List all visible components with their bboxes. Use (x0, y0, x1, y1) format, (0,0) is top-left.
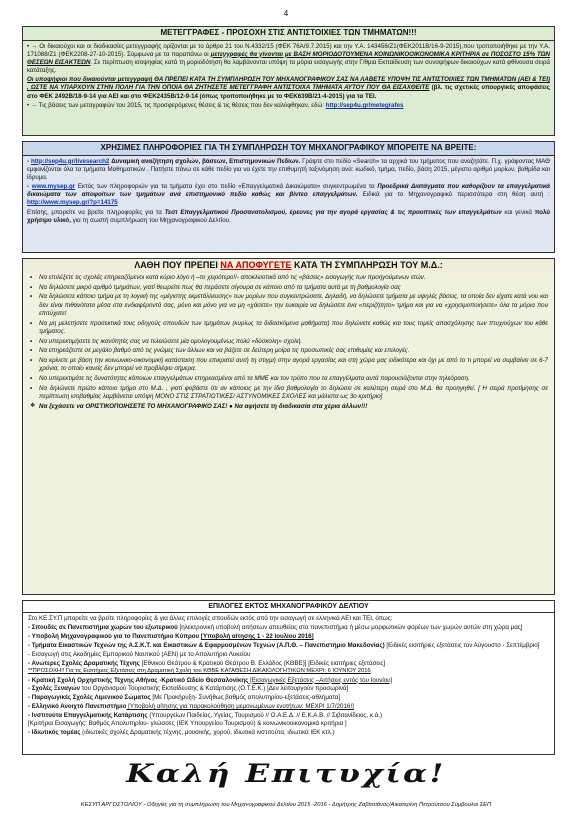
list-item: • Να μη μελετήσετε προσεκτικά τους οδηγούς σπουδών των τμημάτων (κυρίως τα διδασκόμενα μαθήματα) που δηλώνετε καθώς και τους τομείς απασχόλησης των πτυχιούχων του κάθε τμήματος. (29, 320, 548, 336)
list-item: • Να δηλώνετε πρώτο κάποιο τμήμα στο Μ.Δ. , γιατί φοβάστε ότι αν κάποιος με την ίδια βαθμολογία το δηλώσει σε καλύτερη σειρά στο Μ.Δ. θα προηγηθεί. [ Η σειρά προτίμησης σε περίπτωση ισοβαθμίας λαμβάνεται υπόψη ΜΟΝΟ ΣΤΙΣ ΣΤΡΑΤΙΩΤΙΚΕΣ/ ΑΣΤΥΝΟΜΙΚΕΣ ΣΧΟΛΕΣ και μάλιστα ως 3ο κριτήριο] (29, 385, 548, 401)
transfers-title: ΜΕΤΕΓΓΡΑΦΕΣ - ΠΡΟΣΟΧΗ ΣΤΙΣ ΑΝΤΙΣΤΟΙΧΙΕΣ ΤΩΝ ΤΜΗΜΑΤΩΝ!!! (23, 27, 554, 41)
text: ΛΑΘΗ ΠΟΥ ΠΡΕΠΕΙ (134, 260, 221, 270)
text: Τεστ Επαγγελματικού Προσανατολισμού, έρευνες για την αγορά εργασίας & τις προοπτικές των επαγγελμάτων (164, 208, 502, 216)
transfers-link[interactable]: http://sep4u.gr/metegrafes (325, 101, 404, 109)
text: [ηλεκτρονική υποβολή αιτήσεων απευθείας στα πανεπιστήμια ή μέσω μορφωτικών φορέων των χωρών αυτών στη χώρα μας] (177, 624, 523, 632)
text: και γενικά (501, 208, 535, 216)
text: • → Οι δικαιούχοι και οι διαδικασίες μετεγγραφής ορίζονται με το άρθρο 21 του Ν.4332/15 (ΦΕΚ 76Α/9.7.2015) και την Υ.Α. 143456/Ζ1(ΦΕΚ2011Β/16-9-2015),που τροποποιήθηκε με την Υ.Α. 171088/Ζ1 (ΦΕΚ2208-27-10-2015). Σύμφωνα με τα παραπάνω οι (27, 42, 550, 58)
mistakes-box (22, 258, 555, 595)
text: - Υποβολή Μηχανογραφικού για το Πανεπιστήμιο Κύπρου (28, 633, 201, 641)
other-options-intro: Στο ΚΕ.ΣΥ.Π μπορείτε να βρείτε πληροφορίες & για άλλες επιλογές σπουδών εκτός από την εισαγωγή σε ελληνικά ΑΕΙ και ΤΕΙ, όπως: (28, 615, 393, 623)
text: - Ανώτερες Σχολές Δραματικής Τέχνης (28, 659, 140, 667)
list-item (28, 633, 549, 641)
text: [Ειδικές εισιτήριες εξετάσεις τον Αύγουστο - Σεπτέμβριο] (384, 641, 540, 649)
mysep-link[interactable]: www.mysep.gr (31, 183, 76, 191)
transfers-notice-box (22, 26, 555, 136)
other-options-box (22, 600, 555, 755)
text: • → Τις βάσεις των μεταγραφών του 2015, τις προσφερόμενες θέσεις & τις θέσεις που δεν καλύφθηκαν, εδώ: (27, 101, 326, 109)
text: - Σπουδές σε Πανεπιστήμια χωρών του εξωτερικού (28, 624, 178, 632)
text: [Κριτήρια Εισαγωγής: Βαθμός Απολυτηρίου- γλώσσες (ΙΕΚ Υπουργείου Τουρισμού) & κοινωνικοοικονομικά κριτήρια ] (28, 720, 347, 728)
list-item: • Να επηρεάζεστε σε μεγάλο βαθμό από τις γνώμες των άλλων και να βάζετε σε δεύτερη μοίρα τις προσωπικές σας επιθυμίες και επιλογές. (29, 347, 548, 355)
transfers-paragraph-1 (27, 43, 550, 76)
text: - Εισαγωγή στις Ακαδημίες Εμπορικού Ναυτικού (ΑΕΝ) με το Απολυτήριο Λυκείου (28, 650, 251, 658)
text: **ΠΡΟΣΟΧΗ!! Για τις Εισιτήριες Εξετάσεις στη Δραματική Σχολή του ΚΘΒΕ ΚΑΤΑΘΕΣΗ ΔΙΚΑΙΟΛΟΓΗΤΙΚΩΝ ΜΕΧΡΙ: 6 ΙΟΥΝΙΟΥ 2016 (28, 668, 371, 675)
text: - Ινστιτούτα Επαγγελματικής Κατάρτισης (28, 711, 148, 719)
list-item (28, 703, 549, 711)
text: - Σχολές Ξεναγών (28, 685, 81, 693)
livesearch-link[interactable]: http://sep4u.gr/livesearch2 (30, 157, 110, 165)
list-item (28, 677, 549, 685)
list-item: • Να υπερεκτιμήσετε τις ικανότητές σας να τελειώσετε μία ομολογουμένως πολύ «δύσκολη» σχολή. (29, 338, 548, 346)
other-options-list (23, 613, 554, 740)
page-footer: ΚΕΣΥΠ ΑΡΓΟΣΤΟΛΙΟΥ - Οδηγίες για τη συμπλήρωση του Μηχανογραφικού Δελτίου 2015 -2016 - Δημήτρης Ζαβιτσιάνος/Αικατερίνη Πετρούτσου Σύμβουλοι ΣΕΠ (80, 802, 492, 808)
text: [Υποβολή αίτησης για παρακολούθηση μεμονωμένων ενοτήτων: ΜΕΧΡΙ 1/7/2016!] (126, 702, 354, 710)
useful-info-title: ΧΡΗΣΙΜΕΣ ΠΛΗΡΟΦΟΡΙΕΣ ΓΙΑ ΤΗ ΣΥΜΠΛΗΡΩΣΗ ΤΟΥ ΜΗΧΑΝΟΓΡΑΦΙΚΟΥ ΜΠΟΡΕΙΤΕ ΝΑ ΒΡΕΙΤΕ: (23, 142, 554, 156)
list-item: • Να δηλώσετε μικρό αριθμό τμημάτων, γιατί θεωρείτε πως θα περάσετε σίγουρα σε κάποιο από τα τμήματα αυτά με τη βαθμολογία σας (29, 284, 548, 292)
page-number: 4 (283, 9, 289, 18)
text: - Παραγωγικές Σχολές Λιμενικού Σώματος (28, 694, 151, 702)
text: - Ιδιωτικός τομέας (28, 729, 81, 737)
text: ΚΑΤΑ ΤΗ ΣΥΜΠΛΗΡΩΣΗ ΤΟΥ Μ.Δ.: (291, 260, 443, 270)
text: - Κρατική Σχολή Ορχηστικής Τέχνης Αθήνας -Κρατικό Ωδείο Θεσσαλονίκης (28, 676, 249, 684)
list-item (28, 660, 549, 668)
text: (βλ. τις σχετικές υπουργικές αποφάσεις στο ΦΕΚ 2492Β/18-9-14 για ΑΕΙ και στο ΦΕΚ2435Β/12-9-14 (όπως τροποποιήθηκε με το ΦΕΚ639Β/21-4-2015) για τα ΤΕΙ. (27, 84, 550, 100)
list-item (28, 685, 549, 693)
text: [Εθνικού Θεάτρου & Κρατικού Θεάτρου Β. Ελλάδος (ΚΘΒΕ)] [Ειδικές εισιτήριες εξετάσεις] (139, 659, 386, 667)
text: . Σε περίπτωση ισοψηφίας κατά τη μοριοδότηση θα λαμβάνονται υπόψη τα μόρια εισαγωγής στην Γ/θμια Εκπαίδευση των συνοψήφων δικαιούχων κατά φθίνουσα σειρά κατάταξης. (27, 58, 550, 75)
list-item (28, 712, 549, 720)
list-item (28, 668, 549, 676)
list-item (28, 720, 549, 728)
list-item: • Να κρίνετε με βάση την κοινωνικο-οικονομική κατάσταση που επικρατεί αυτή τη στιγμή στην αγορά εργασίας και στη χώρα μας ειδικότερα και όχι με από το τι μπορεί να συμβαίνει σε 6-7 χρόνια, το οποίο κανείς δεν μπορεί να προβλέψει σήμερα. (29, 357, 548, 373)
text: (ιδιωτικές σχολές Δραματικής τέχνης, μουσικής, χορού, ιδιωτικά ινστιτούτα, ιδιωτικά ΙΕΚ κτλ.) (80, 729, 335, 737)
text: [Υποβολή αίτησης 1 - 22 Ιουλίου 2016] (200, 633, 314, 641)
list-item (28, 624, 549, 632)
other-options-title: ΕΠΙΛΟΓΕΣ ΕΚΤΟΣ ΜΗΧΑΝΟΓΡΑΦΙΚΟΥ ΔΕΛΤΙΟΥ (23, 601, 554, 613)
text: ΝΑ ΑΠΟΦΥΓΕΤΕ (220, 260, 292, 270)
mistakes-list (23, 273, 554, 414)
text: Γράψτε στο πεδίο «Search» τα αρχικά του τμήματος που αναζητάτε. Π.χ. γράφοντας ΜΑΘ εμφανίζονται όλα τα τμήματα Μαθηματικών . Πατήστε πάνω σε κάθε πεδίο για να έχετε την επιθυμητή ταξινόμηση ανά: κωδικό, τμήμα, πεδίο, βάση 2015, μέγιστο αριθμό μορίων, βαθμίδα και ίδρυμα. (27, 157, 550, 181)
text: [Με Προκήρυξη- Συνήθως βαθμός απολυτηρίου-εξετάσεις-αθλήματα] (150, 694, 341, 702)
text: του Οργανισμού Τουριστικής Εκπαίδευσης & Κατάρτισης (Ο.Τ.Ε.Κ.) [Δεν λειτουργούν προσωρινά] (80, 685, 349, 693)
transfers-paragraph-3 (27, 102, 550, 110)
text: (Υπουργείων Παιδείας, Υγείας, Τουρισμού // Ο.Α.Ε.Δ. // Ε.Κ.Α.Β. // Σιβιτανίδειος, κ.ά.) (147, 711, 383, 719)
text: [Εισαγωγικές Εξετάσεις –Αιτήσεις εντός του Ιουνίου] (248, 676, 393, 684)
text: Οι υποψήφιοι που δικαιούνται μετεγγραφή ΘΑ ΠΡΕΠΕΙ ΚΑΤΑ ΤΗ ΣΥΜΠΛΗΡΩΣΗ ΤΟΥ ΜΗΧΑΝΟΓΡΑΦΙΚΟΥ ΣΑΣ ΝΑ ΛΑΒΕΤΕ ΥΠΟΨΗ ΤΙΣ ΑΝΤΙΣΤΟΙΧΙΕΣ ΤΩΝ ΤΜΗΜΑΤΩΝ (ΑΕΙ & ΤΕΙ) , ΩΣΤΕ ΝΑ ΥΠΑΡΧΟΥΝ ΣΤΗΝ ΠΟΛΗ ΓΙΑ ΤΗΝ ΟΠΟΙΑ ΘΑ ΖΗΤΗΣΕΤΕ ΜΕΤΕΓΓΡΑΦΗ ΑΝΤΙΣΤΟΙΧΑ ΤΜΗΜΑΤΑ ΑΥΤΟΥ ΠΟΥ ΘΑ ΕΙΣΑΧΘΕΙΤΕ (27, 76, 550, 92)
text: - Τμήματα Εικαστικών Τεχνών της Α.Σ.Κ.Τ. και Εικαστικών & Εφαρμοσμένων Τεχνών (Α.Π.Θ. – Πανεπιστήμιο Μακεδονίας) (28, 641, 385, 649)
text: Επίσης, μπορείτε να βρείτε πληροφορίες για τα (27, 208, 165, 216)
text: για τη σωστή συμπλήρωση του Μηχανογραφικού Δελτίου. (70, 216, 231, 224)
useful-info-paragraph-3 (27, 209, 550, 225)
text: Ειδικά για το Μηχανογραφικό περισσότερα στη θέση αυτή : (357, 191, 550, 199)
text: Να ξεχάσετε να ΟΡΙΣΤΙΚΟΠΟΙΗΣΕΤΕ ΤΟ ΜΗΧΑΝΟΓΡΑΦΙΚΟ ΣΑΣ! (39, 402, 228, 410)
list-item (29, 403, 548, 411)
good-luck-heading: Καλή Επιτυχία! (126, 759, 446, 788)
list-item (28, 694, 549, 702)
text: - Ελληνικό Ανοιχτό Πανεπιστήμιο (28, 702, 127, 710)
mysep-guide-link[interactable]: http://www.mysep.gr/?p=14175 (27, 199, 118, 207)
text: Δυναμική αναζήτηση σχολών, βάσεων, Επιστημονικών Πεδίων. (109, 157, 301, 165)
mistakes-title (23, 259, 554, 273)
useful-info-paragraph-2: - www.mysep.gr Εκτός των πληροφοριών για τα τμήματα έχει στο πεδίο «Επαγγελματικά Δικαιώματα» συγκεντρωμένα τα Προεδρικά Διατάγματα που καθορίζουν τα επαγγελματικά δικαιώματα των αποφοίτων των τμημάτων ανά επιστημονικό πεδίο καθώς και βίντεο επαγγελμάτων. Ειδικά για το Μηχανογραφικό περισσότερα στη θέση αυτή : http://www.mysep.gr/?p=14175 (27, 183, 550, 207)
useful-info-box (22, 141, 555, 253)
list-item: • Να επιλέξετε τις σχολές επηρεαζόμενοι κατά κύριο λόγο ή –το χειρότερο!!- αποκλειστικά από τις «βάσεις» εισαγωγής των προηγούμενων ετών. (29, 274, 548, 282)
text: Εκτός των πληροφοριών για τα τμήματα έχει στο πεδίο «Επαγγελματικά Δικαιώματα» συγκεντρωμένα τα (75, 183, 378, 191)
transfers-paragraph-2 (27, 76, 550, 101)
useful-info-paragraph-1: - http://sep4u.gr/livesearch2 Δυναμική αναζήτηση σχολών, βάσεων, Επιστημονικών Πεδίων. Γράψτε στο πεδίο «Search» τα αρχικά του τμήματος που αναζητάτε. Π.χ. γράφοντας ΜΑΘ εμφανίζονται όλα τα τμήματα Μαθηματικών . Πατήστε πάνω σε κάθε πεδίο για να έχετε την επιθυμητή ταξινόμηση ανά: κωδικό, τμήμα, πεδίο, βάση 2015, μέγιστο αριθμό μορίων, βαθμίδα και ίδρυμα. (27, 157, 550, 181)
text: πολύ χρήσιμο υλικό, (27, 208, 550, 224)
list-item (28, 651, 549, 659)
text: ● Να αφήσετε τη διαδικασία στα χέρια άλλων!!! (227, 402, 368, 410)
text: Προεδρικά Διατάγματα που καθορίζουν τα επαγγελματικά δικαιώματα των αποφοίτων των τμημάτων ανά επιστημονικό πεδίο καθώς και βίντεο επαγγελμάτων. (27, 183, 550, 199)
list-item (28, 642, 549, 650)
list-item: • Να υπερεκτιμάτε τις δυνατότητες κάποιων επαγγελμάτων επηρεασμένοι από τα ΜΜΕ και τον τρόπο που τα επαγγέλματα αυτά παρουσιάζονται στην τηλεόραση. (29, 375, 548, 383)
list-item (28, 729, 549, 737)
list-item: • Να δηλώσετε κάποιο τμήμα με τη λογική της «μέγιστης εκμετάλλευσης» των μορίων που συγκεντρώσατε. Δηλαδή, να δηλώσετε τμήματα με υψηλές βάσεις, τα οποία δεν είχατε κατά νου και δεν είναι πιθανότατα μέσα στα ενδιαφέροντά σας, μόνο και μόνο για να μη «χάσετε» την ευκαιρία να δηλώσετε ένα «περιζήτητο» τμήμα και για να «χρησιμοποιήσετε» όλα τα μόρια που επιτύχατε! (29, 293, 548, 318)
text: μετεγγραφές θα γίνονται με ΒΑΣΗ ΜΟΡΙΟΔΟΤΟΥΜΕΝΑ ΚΟΙΝΩΝΙΚΟΟΙΚΟΝΟΜΙΚΑ ΚΡΙΤΗΡΙΑ σε ΠΟΣΟΣΤΟ 15% ΤΩΝ ΘΕΣΕΩΝ ΕΙΣΑΚΤΕΩΝ (27, 50, 550, 66)
